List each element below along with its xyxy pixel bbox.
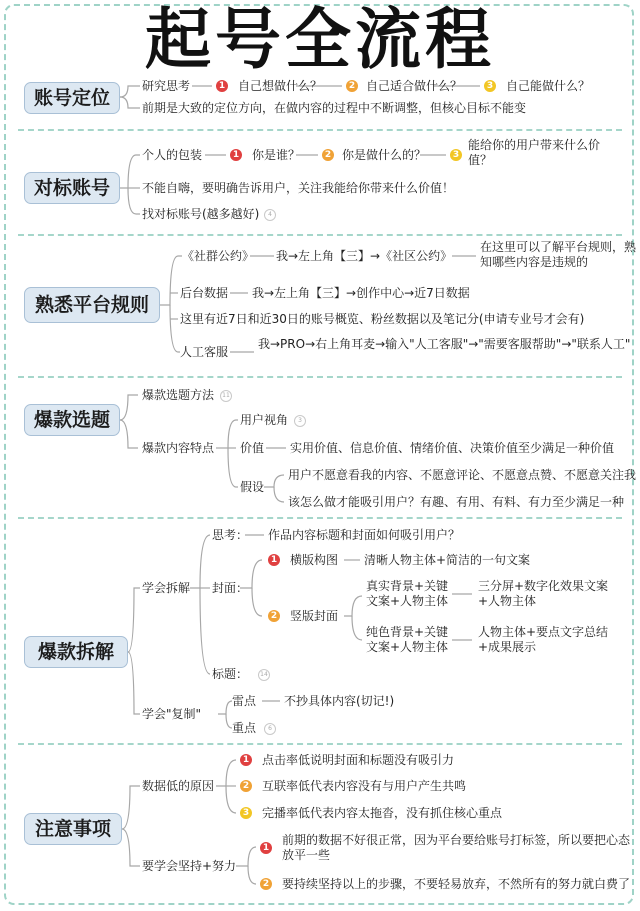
packaging-label: 个人的包装 [142, 148, 203, 162]
number-badge-2: 2 [346, 80, 358, 92]
page-title: 起号全流程 [145, 1, 495, 78]
question-3: 自己能做什么？ [506, 79, 591, 93]
collapsed-count-badge[interactable]: 3 [294, 415, 306, 427]
value-text: 实用价值、信息价值、情绪价值、决策价值至少满足一种价值 [290, 441, 615, 455]
find-benchmark-label: 找对标账号(越多越好) [142, 207, 260, 221]
learn-copy-label: 学会"复制" [142, 707, 202, 721]
backend-label: 后台数据 [180, 286, 229, 300]
service-path: 我→PRO→右上角耳麦→输入"人工客服"→"需要客服帮助"→"联系人工" [258, 337, 631, 351]
portrait-label: 竖版封面 [290, 609, 339, 623]
title-label: 标题： [212, 667, 249, 681]
number-badge-1: 1 [230, 149, 242, 161]
section-heading-viral-breakdown: 爆款拆解 [24, 636, 128, 668]
real-background-label: 真实背景+关键文案+人物主体 [366, 579, 449, 608]
hypothesis-label: 假设 [240, 480, 265, 494]
convention-label: 《社群公约》 [182, 249, 255, 263]
research-label: 研究思考 [142, 79, 191, 93]
topic-method-label: 爆款选题方法 [142, 388, 215, 402]
learn-breakdown-label: 学会拆解 [142, 581, 191, 595]
persist-point-1: 前期的数据不好很正常，因为平台要给账号打标签，所以要把心态放平一些 [282, 833, 631, 862]
reason-1: 点击率低说明封面和标题没有吸引力 [262, 753, 455, 767]
section-heading-notes: 注意事项 [24, 813, 122, 845]
number-badge-1: 1 [260, 842, 272, 854]
think-label: 思考： [212, 528, 249, 542]
backend-path: 我→左上角【三】→创作中心→近7日数据 [252, 286, 470, 300]
number-badge-2: 2 [240, 780, 252, 792]
pure-background-text: 人物主体+要点文字总结+成果展示 [478, 625, 609, 654]
landscape-label: 横版构图 [290, 553, 339, 567]
collapsed-count-badge[interactable]: 14 [258, 669, 270, 681]
collapsed-count-badge[interactable]: 4 [264, 209, 276, 221]
number-badge-2: 2 [260, 878, 272, 890]
landscape-text: 清晰人物主体+简洁的一句文案 [364, 553, 531, 567]
thunder-text: 不抄具体内容(切记!) [284, 694, 395, 708]
backend-note: 这里有近7日和近30日的账号概览、粉丝数据以及笔记分(申请专业号才会有) [180, 312, 585, 326]
what-you-do: 你是做什么的？ [342, 148, 427, 162]
collapsed-count-badge[interactable]: 11 [220, 390, 232, 402]
collapsed-count-badge[interactable]: 6 [264, 723, 276, 735]
who-are-you: 你是谁？ [252, 148, 301, 162]
reason-3: 完播率低代表内容太拖沓，没有抓住核心重点 [262, 806, 503, 820]
low-data-label: 数据低的原因 [142, 779, 215, 793]
section-heading-positioning: 账号定位 [24, 82, 120, 114]
section-heading-viral-topics: 爆款选题 [24, 404, 120, 436]
number-badge-3: 3 [450, 149, 462, 161]
hypothesis-1: 用户不愿意看我的内容、不愿意评论、不愿意点赞、不愿意关注我 [288, 468, 637, 482]
service-label: 人工客服 [180, 345, 229, 359]
value-to-users: 能给你的用户带来什么价值？ [468, 138, 601, 167]
convention-path: 我→左上角【三】→《社区公约》 [276, 249, 453, 263]
cover-label: 封面： [212, 581, 249, 595]
number-badge-1: 1 [216, 80, 228, 92]
number-badge-1: 1 [240, 754, 252, 766]
benchmark-note: 不能自嗨，要明确告诉用户，关注我能给你带来什么价值！ [142, 181, 455, 195]
think-text: 作品内容标题和封面如何吸引用户？ [268, 528, 461, 542]
thunder-label: 雷点 [232, 694, 257, 708]
content-features-label: 爆款内容特点 [142, 441, 215, 455]
section-heading-platform-rules: 熟悉平台规则 [24, 287, 160, 323]
user-view-label: 用户视角 [240, 413, 289, 427]
number-badge-1: 1 [268, 554, 280, 566]
value-label: 价值 [240, 441, 265, 455]
hypothesis-2: 该怎么做才能吸引用户？有趣、有用、有料、有力至少满足一种 [288, 495, 625, 509]
persist-label: 要学会坚持+努力 [142, 859, 237, 873]
number-badge-2: 2 [322, 149, 334, 161]
section-heading-benchmark: 对标账号 [24, 172, 120, 204]
number-badge-2: 2 [268, 610, 280, 622]
pure-background-label: 纯色背景+关键文案+人物主体 [366, 625, 449, 654]
convention-note: 在这里可以了解平台规则，熟知哪些内容是违规的 [480, 240, 637, 269]
persist-point-2: 要持续坚持以上的步骤，不要轻易放弃，不然所有的努力就白费了 [282, 877, 631, 891]
number-badge-3: 3 [484, 80, 496, 92]
real-background-text: 三分屏+数字化效果文案+人物主体 [478, 579, 609, 608]
focus-label: 重点 [232, 721, 257, 735]
number-badge-3: 3 [240, 807, 252, 819]
positioning-note: 前期是大致的定位方向，在做内容的过程中不断调整，但核心目标不能变 [142, 101, 527, 115]
reason-2: 互联率低代表内容没有与用户产生共鸣 [262, 779, 467, 793]
question-1: 自己想做什么？ [238, 79, 323, 93]
question-2: 自己适合做什么？ [366, 79, 463, 93]
